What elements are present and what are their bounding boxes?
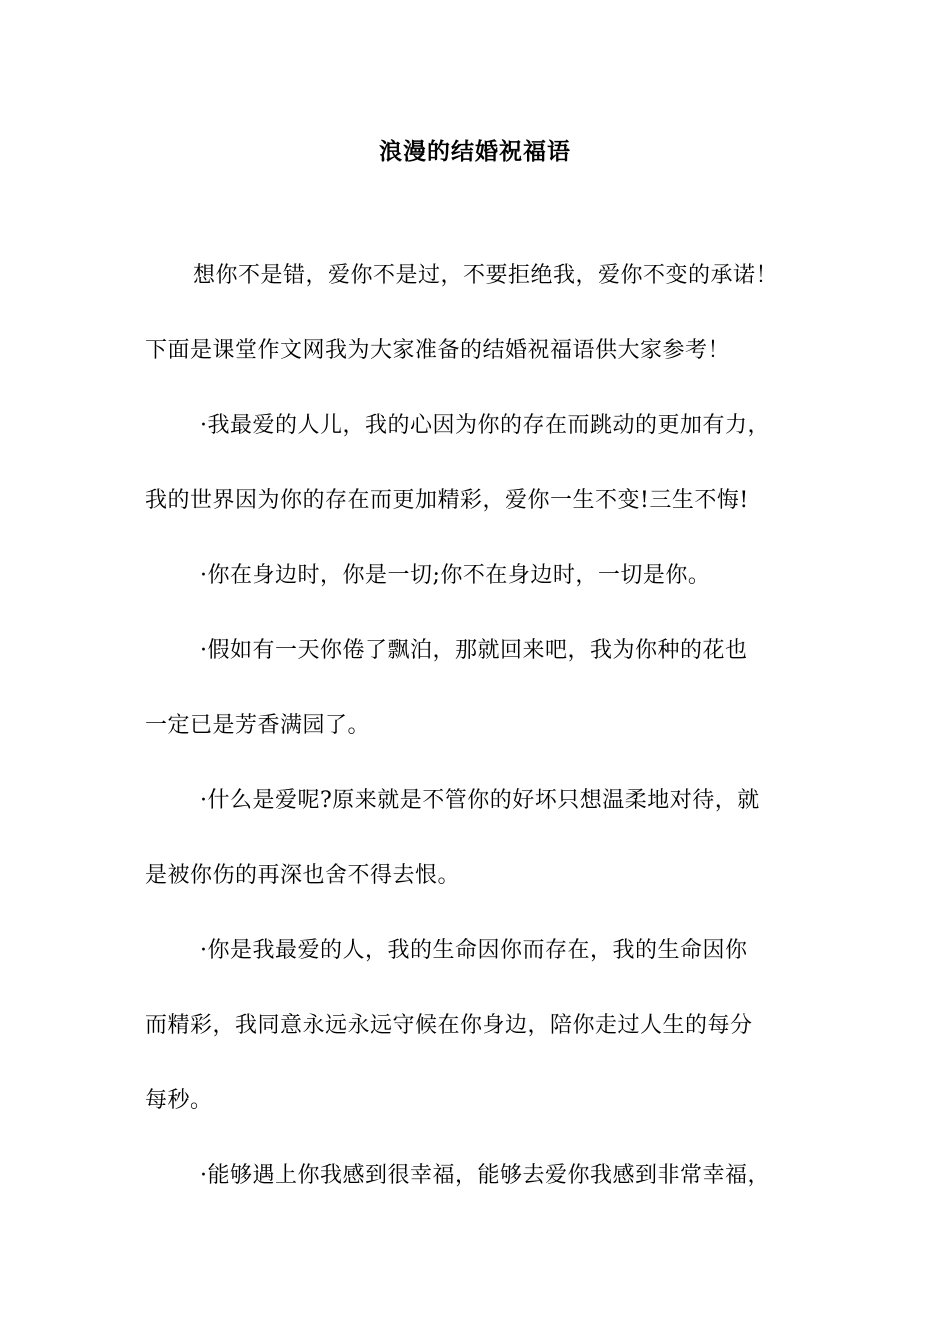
bullet-line: ·我最爱的人儿，我的心因为你的存在而跳动的更加有力，: [200, 413, 770, 438]
paragraph-line: 每秒。: [145, 1088, 213, 1113]
bullet-line: ·你是我最爱的人，我的生命因你而存在，我的生命因你: [200, 938, 748, 963]
paragraph-line: 而精彩，我同意永远永远守候在你身边，陪你走过人生的每分: [145, 1013, 753, 1038]
paragraph-line: 我的世界因为你的存在而更加精彩，爱你一生不变!三生不悔!: [145, 488, 749, 513]
paragraph-line: 是被你伤的再深也舍不得去恨。: [145, 863, 461, 888]
paragraph-line: 想你不是错，爱你不是过，不要拒绝我，爱你不变的承诺！: [193, 263, 779, 288]
document-title: 浪漫的结婚祝福语: [379, 138, 571, 165]
bullet-line: ·什么是爱呢?原来就是不管你的好坏只想温柔地对待，就: [200, 788, 760, 813]
bullet-line: ·假如有一天你倦了飘泊，那就回来吧，我为你种的花也: [200, 638, 748, 663]
paragraph-line: 下面是课堂作文网我为大家准备的结婚祝福语供大家参考！: [145, 338, 731, 363]
bullet-line: ·能够遇上你我感到很幸福，能够去爱你我感到非常幸福，: [200, 1163, 770, 1188]
bullet-line: ·你在身边时，你是一切;你不在身边时，一切是你。: [200, 563, 711, 588]
paragraph-line: 一定已是芳香满园了。: [145, 713, 371, 738]
